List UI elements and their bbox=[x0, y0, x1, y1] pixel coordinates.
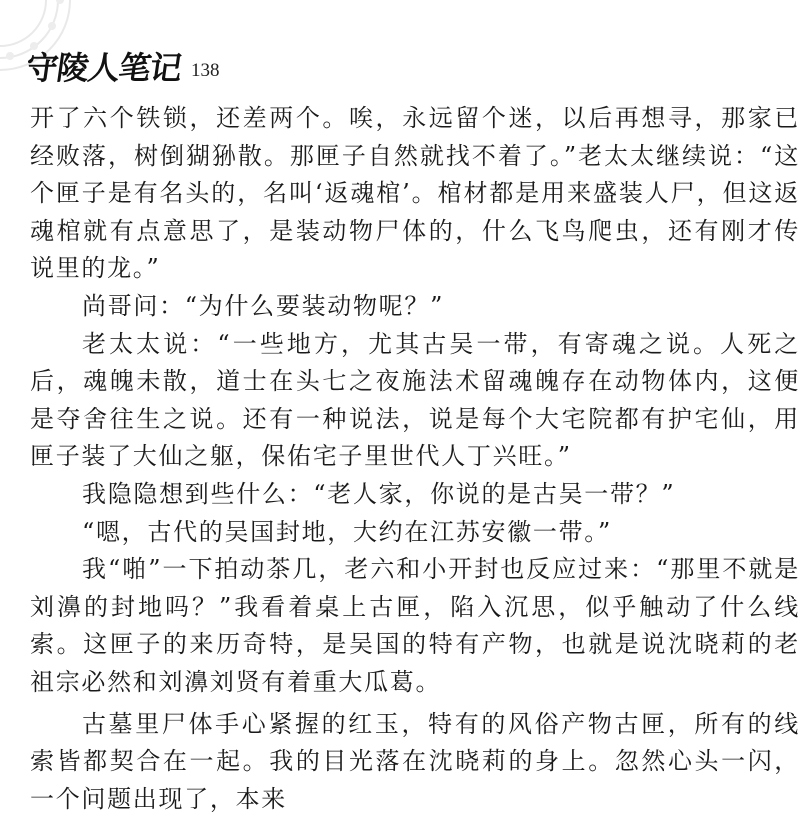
page-number: 138 bbox=[191, 54, 220, 88]
paragraph: “嗯，古代的吴国封地，大约在江苏安徽一带。” bbox=[30, 514, 800, 552]
paragraph-continued: 开了六个铁锁，还差两个。唉，永远留个迷，以后再想寻，那家已经败落，树倒猢狲散。那匣子自然就找不着了。”老太太继续说：“这个匣子是有名头的，名叫‘返魂棺’。棺材都是用来盛装人尸，但这返魂棺就有点意思了，是装动物尸体的，什么飞鸟爬虫，还有刚才传说里的龙。” bbox=[30, 100, 800, 288]
paragraph: 老太太说：“一些地方，尤其古吴一带，有寄魂之说。人死之后，魂魄未散，道士在头七之夜施法术留魂魄存在动物体内，这便是夺舍往生之说。还有一种说法，说是每个大宅院都有护宅仙，用匣子装了大仙之躯，保佑宅子里世代人丁兴旺。” bbox=[30, 326, 800, 476]
paragraph: 我“啪”一下拍动茶几，老六和小开封也反应过来：“那里不就是刘濞的封地吗？”我看着桌上古匣，陷入沉思，似乎触动了什么线索。这匣子的来历奇特，是吴国的特有产物，也就是说沈晓莉的老祖宗必然和刘濞刘贤有着重大瓜葛。 bbox=[30, 551, 800, 701]
paragraph: 尚哥问：“为什么要装动物呢？” bbox=[30, 288, 800, 326]
page-header bbox=[26, 40, 220, 88]
page-body bbox=[30, 100, 800, 818]
paragraph: 古墓里尸体手心紧握的红玉，特有的风俗产物古匣，所有的线索皆都契合在一起。我的目光落在沈晓莉的身上。忽然心头一闪，一个问题出现了，本来 bbox=[30, 706, 800, 818]
paragraph: 我隐隐想到些什么：“老人家，你说的是古吴一带？” bbox=[30, 476, 800, 514]
book-title: 守陵人笔记 bbox=[23, 48, 184, 88]
